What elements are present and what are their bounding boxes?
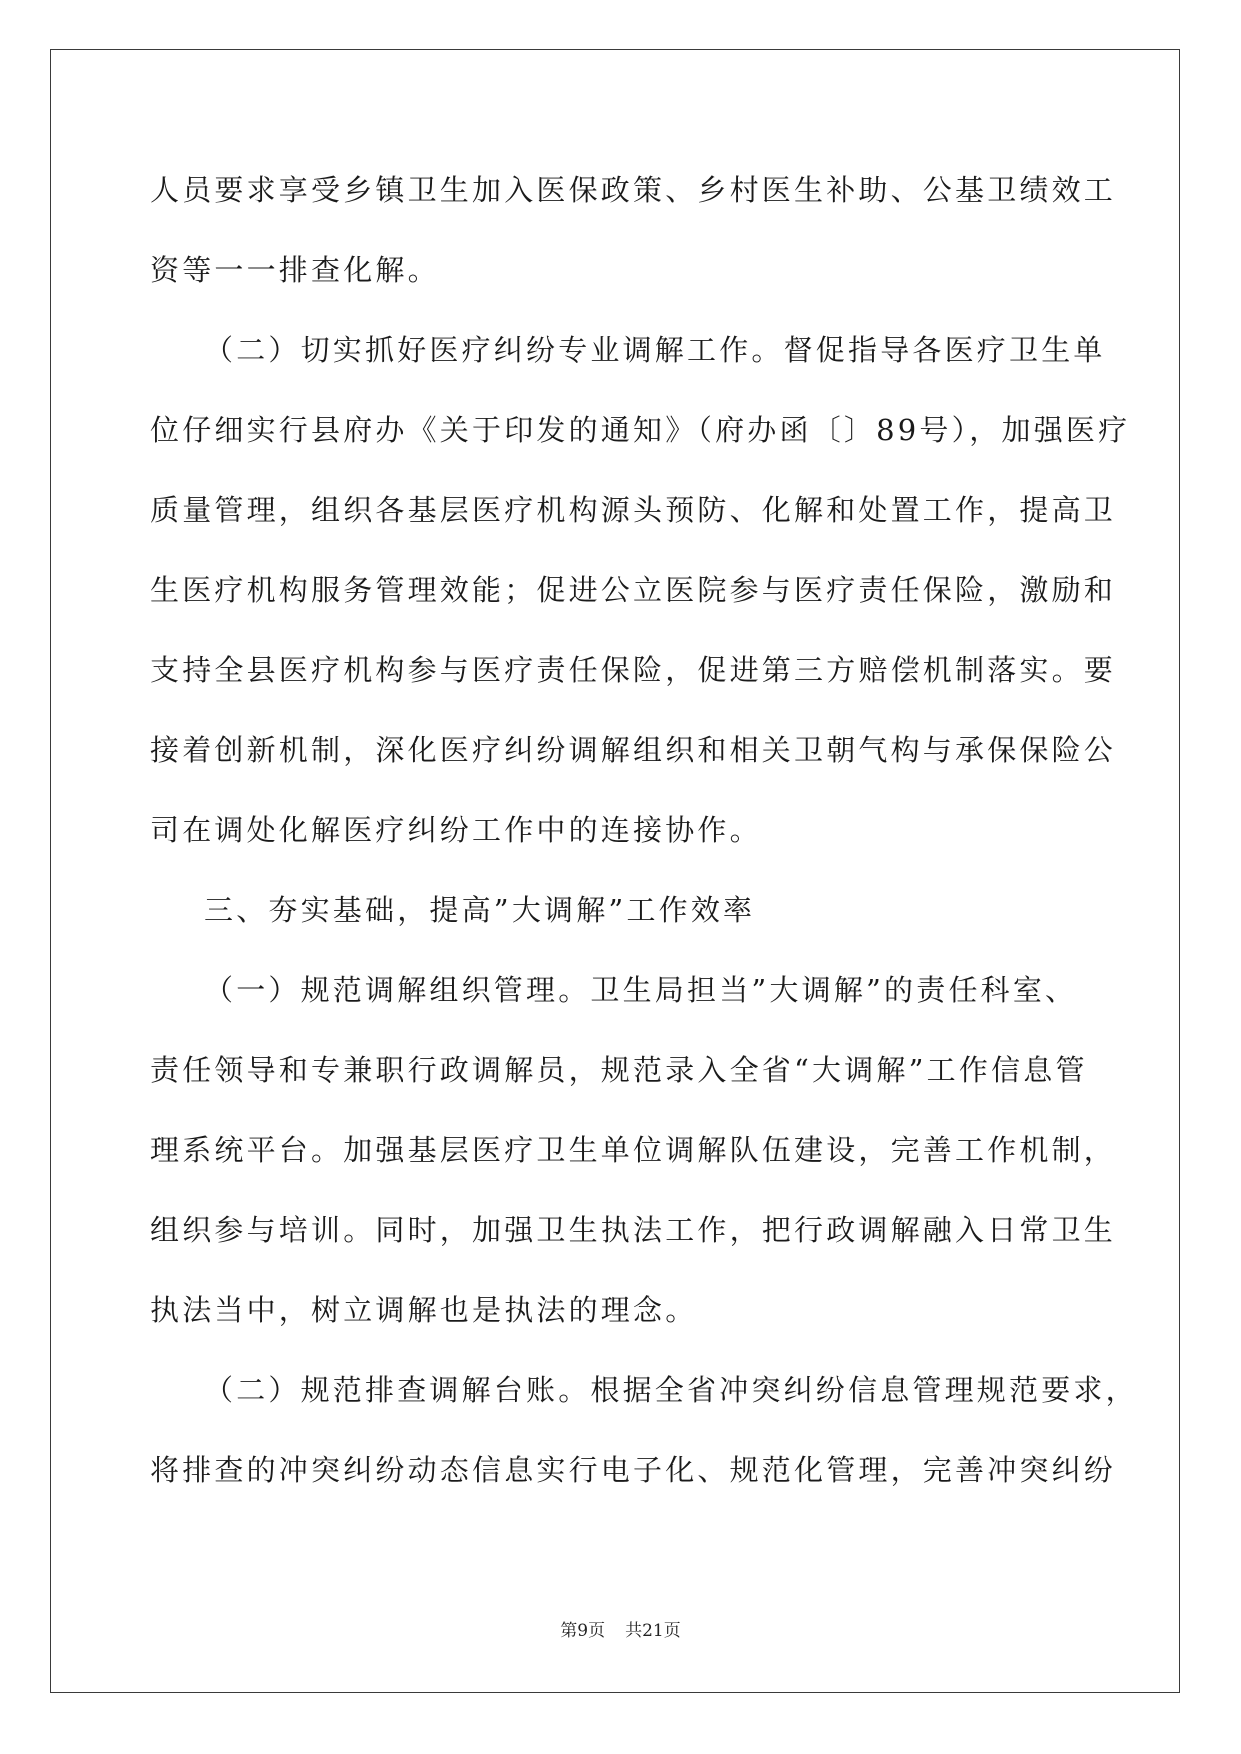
text-line: 司在调处化解医疗纠纷工作中的连接协作。 [150, 813, 762, 847]
text-line: 将排查的冲突纠纷动态信息实行电子化、规范化管理，完善冲突纠纷 [150, 1453, 1117, 1487]
text-line: （一）规范调解组织管理。卫生局担当”大调解”的责任科室、 [204, 973, 1078, 1007]
text-line: 接着创新机制，深化医疗纠纷调解组织和相关卫朝气构与承保保险公 [150, 733, 1117, 767]
text-line: （二）规范排查调解台账。根据全省冲突纠纷信息管理规范要求， [204, 1373, 1138, 1407]
page-total: 共21页 [625, 1621, 681, 1641]
text-line: 支持全县医疗机构参与医疗责任保险，促进第三方赔偿机制落实。要 [150, 653, 1117, 687]
text-line: 责任领导和专兼职行政调解员，规范录入全省“大调解”工作信息管 [150, 1053, 1088, 1087]
section-heading: 三、夯实基础，提高”大调解”工作效率 [204, 893, 756, 927]
text-line: 组织参与培训。同时，加强卫生执法工作，把行政调解融入日常卫生 [150, 1213, 1117, 1247]
text-line: （二）切实抓好医疗纠纷专业调解工作。督促指导各医疗卫生单 [204, 333, 1106, 367]
text-line: 生医疗机构服务管理效能；促进公立医院参与医疗责任保险，激励和 [150, 573, 1117, 607]
text-line: 人员要求享受乡镇卫生加入医保政策、乡村医生补助、公基卫绩效工 [150, 173, 1117, 207]
text-line: 位仔细实行县府办《关于印发的通知》（府办函〔〕89号），加强医疗 [150, 413, 1131, 447]
text-line: 执法当中，树立调解也是执法的理念。 [150, 1293, 698, 1327]
document-body [150, 160, 1138, 1520]
page-footer [0, 1616, 1241, 1641]
text-line: 资等一一排查化解。 [150, 253, 440, 287]
text-line: 理系统平台。加强基层医疗卫生单位调解队伍建设，完善工作机制， [150, 1133, 1117, 1167]
text-line: 质量管理，组织各基层医疗机构源头预防、化解和处置工作，提高卫 [150, 493, 1117, 527]
page-number: 第9页 [560, 1621, 606, 1641]
